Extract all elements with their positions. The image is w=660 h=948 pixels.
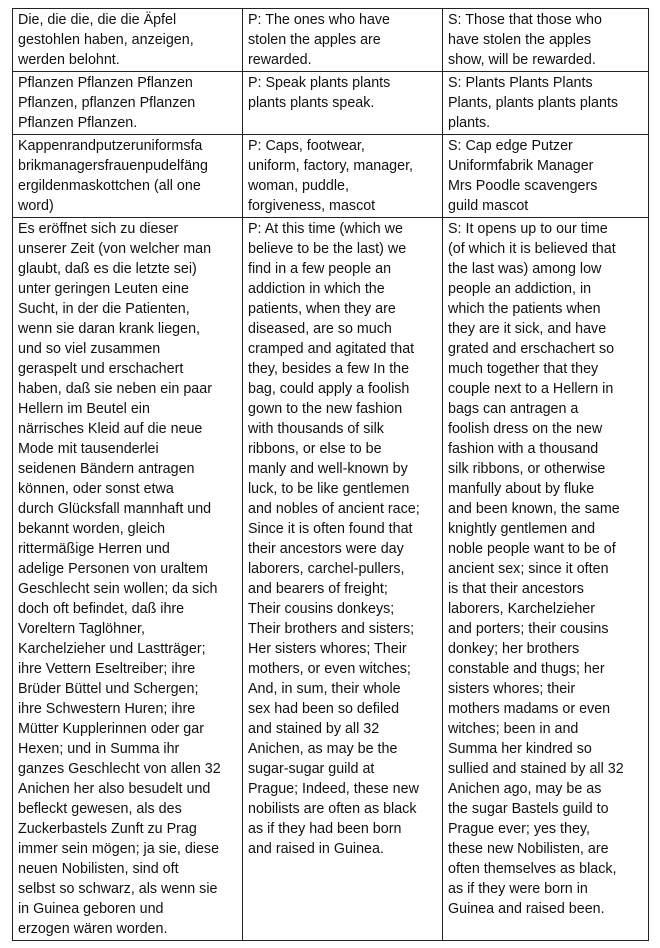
table-row [13,9,649,72]
translation-s-cell: S: Plants Plants Plants Plants, plants plants plants plants. [443,72,649,135]
translation-p-cell: P: Caps, footwear, uniform, factory, manager, woman, puddle, forgiveness, mascot [243,135,443,218]
translation-p-cell: P: Speak plants plants plants plants speak. [243,72,443,135]
translation-s-cell: S: Cap edge Putzer Uniformfabrik Manager Mrs Poodle scavengers guild mascot [443,135,649,218]
translation-s-cell: S: It opens up to our time (of which it is believed that the last was) among low people an addiction, in which the patients when they are it sick, and have grated and erschachert so much together that they couple next to a Hellern in bags can antragen a foolish dress on the new fashion with a thousand silk ribbons, or otherwise manfully about by fluke and been known, the same knightly gentlemen and noble people want to be of ancient sex; since it often is that their ancestors laborers, Karchelzieher and porters; their cousins donkey; her brothers constable and thugs; her sisters whores; their mothers madams or even witches; been in and Summa her kindred so sullied and stained by all 32 Anichen ago, may be as the sugar Bastels guild to Prague ever; yes they, these new Nobilisten, are often themselves as black, as if they were born in Guinea and raised been. [443,218,649,941]
translation-p-cell: P: The ones who have stolen the apples are rewarded. [243,9,443,72]
translation-comparison-table [12,8,649,941]
original-german-cell: Kappenrandputzeruniformsfa brikmanagersfrauenpudelfäng ergildenmaskottchen (all one word) [13,135,243,218]
original-german-cell: Die, die die, die die Äpfel gestohlen haben, anzeigen, werden belohnt. [13,9,243,72]
table-row [13,135,649,218]
table-row [13,72,649,135]
table-row [13,218,649,941]
document-page [12,8,648,941]
translation-s-cell: S: Those that those who have stolen the apples show, will be rewarded. [443,9,649,72]
original-german-cell: Pflanzen Pflanzen Pflanzen Pflanzen, pflanzen Pflanzen Pflanzen Pflanzen. [13,72,243,135]
original-german-cell: Es eröffnet sich zu dieser unserer Zeit (von welcher man glaubt, daß es die letzte sei) unter geringen Leuten eine Sucht, in der die Patienten, wenn sie daran krank liegen, und so viel zusammen geraspelt und erschachert haben, daß sie neben ein paar Hellern im Beutel ein närrisches Kleid auf die neue Mode mit tausenderlei seidenen Bändern antragen können, oder sonst etwa durch Glücksfall mannhaft und bekannt worden, gleich rittermäßige Herren und adelige Personen von uraltem Geschlecht sein wollen; da sich doch oft befindet, daß ihre Voreltern Taglöhner, Karchelzieher und Lastträger; ihre Vettern Eseltreiber; ihre Brüder Büttel und Schergen; ihre Schwestern Huren; ihre Mütter Kupplerinnen oder gar Hexen; und in Summa ihr ganzes Geschlecht von allen 32 Anichen her also besudelt und befleckt gewesen, als des Zuckerbastels Zunft zu Prag immer sein mögen; ja sie, diese neuen Nobilisten, sind oft selbst so schwarz, als wenn sie in Guinea geboren und erzogen wären worden. [13,218,243,941]
translation-p-cell: P: At this time (which we believe to be the last) we find in a few people an addiction in which the patients, when they are diseased, are so much cramped and agitated that they, besides a few In the bag, could apply a foolish gown to the new fashion with thousands of silk ribbons, or else to be manly and well-known by luck, to be like gentlemen and nobles of ancient race; Since it is often found that their ancestors were day laborers, carchel-pullers, and bearers of freight; Their cousins donkeys; Their brothers and sisters; Her sisters whores; Their mothers, or even witches; And, in sum, their whole sex had been so defiled and stained by all 32 Anichen, as may be the sugar-sugar guild at Prague; Indeed, these new nobilists are often as black as if they had been born and raised in Guinea. [243,218,443,941]
